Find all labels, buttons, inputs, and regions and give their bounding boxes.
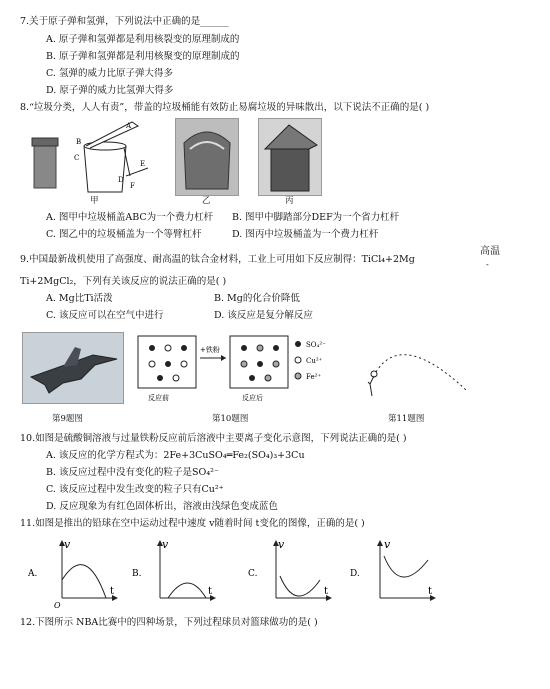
caption-bing: 丙 — [285, 196, 294, 206]
q8-option-a: A. 图甲中垃圾桶盖ABC为一个费力杠杆 — [46, 212, 214, 223]
legend-sulfate: SO₄²⁻ — [306, 341, 326, 349]
label-b: B — [76, 138, 82, 146]
q9-option-b: B. Mg的化合价降低 — [214, 293, 300, 304]
graph-b-t: t — [208, 586, 213, 597]
graph-a-v: v — [64, 538, 71, 551]
q9-condition-mark: - — [486, 260, 489, 269]
caption-fig9: 第9题图 — [52, 414, 83, 424]
trajectory-curve — [376, 355, 466, 390]
photo-bing — [258, 118, 322, 196]
legend-copper: Cu²⁺ — [306, 357, 323, 365]
caption-jia: 甲 — [90, 196, 99, 206]
fig11-trajectory — [362, 334, 474, 402]
graph-d-v: v — [384, 538, 391, 551]
photo-yi-shape — [176, 119, 238, 195]
q8-stem: 8.“垃圾分类，人人有责”，带盖的垃圾桶能有效防止易腐垃圾的异味散出，以下说法不正确的是( ) — [20, 102, 430, 113]
diagram-can-body — [84, 146, 126, 192]
legend-iron: Fe²⁺ — [306, 373, 322, 381]
graph-d-curve — [384, 556, 428, 577]
q10-option-b: B. 该反应过程中没有变化的粒子是SO₄²⁻ — [46, 467, 219, 478]
q8-option-b: B. 图甲中脚踏部分DEF为一个省力杠杆 — [232, 212, 400, 223]
photo-yi — [175, 118, 239, 196]
graph-c-curve — [280, 576, 320, 596]
athlete-figure — [368, 376, 374, 396]
q10-option-c: C. 该反应过程中发生改变的粒子只有Cu²⁺ — [46, 484, 224, 495]
caption-yi: 乙 — [202, 196, 211, 206]
q8-figure-jia — [28, 116, 154, 194]
q9-option-c: C. 该反应可以在空气中进行 — [46, 310, 164, 321]
q10-stem: 10.如图是硫酸铜溶液与过量铁粉反应前后溶液中主要离子变化示意图，下列说法正确的是( ) — [20, 433, 407, 444]
graph-b-curve — [168, 583, 206, 598]
photo-can — [34, 144, 56, 188]
label-c: C — [74, 154, 80, 162]
label-e: E — [140, 160, 146, 168]
graph-d-label: D. — [350, 569, 360, 579]
q12-stem: 12.下图所示 NBA比赛中的四种场景，下列过程球员对篮球做功的是( ) — [20, 617, 318, 628]
q7-option-c: C. 氢弹的威力比原子弹大得多 — [46, 68, 173, 79]
caption-fig11: 第11题图 — [388, 414, 425, 424]
fig9-jet-photo — [22, 332, 124, 404]
label-d: D — [118, 176, 124, 184]
q10-option-a: A. 该反应的化学方程式为：2Fe+3CuSO₄═Fe₂(SO₄)₃+3Cu — [46, 450, 305, 461]
q7-option-a: A. 原子弹和氢弹都是利用核裂变的原理制成的 — [46, 34, 240, 45]
q9-option-a: A. Mg比Ti活泼 — [46, 293, 113, 304]
label-f: F — [130, 182, 135, 190]
graph-c-v: v — [278, 538, 285, 551]
q9-condition: 高温 — [480, 246, 500, 257]
photo-bing-shape — [259, 119, 321, 195]
graph-b-v: v — [162, 538, 169, 551]
graph-a-label: A. — [28, 569, 38, 579]
q8-option-c: C. 图乙中的垃圾桶盖为一个等臂杠杆 — [46, 229, 202, 240]
q9-stem: 9.中国最新战机使用了高强度、耐高温的钛合金材料，工业上可用如下反应制得：TiCl₄+2Mg — [20, 254, 415, 265]
graph-d-t: t — [428, 586, 433, 597]
graph-a-origin: O — [54, 601, 61, 610]
label-after: 反应后 — [242, 394, 263, 402]
graph-c-t: t — [324, 586, 329, 597]
fig10-beakers — [134, 328, 354, 408]
q11-stem: 11.如图是推出的铅球在空中运动过程中速度 v随着时间 t变化的图像，正确的是( ) — [20, 518, 365, 529]
label-before: 反应前 — [148, 394, 169, 402]
graph-a-t: t — [110, 586, 115, 597]
q7-stem: 7.关于原子弹和氢弹，下列说法中正确的是______ — [20, 16, 229, 27]
graph-a-curve — [62, 565, 106, 598]
label-a: A — [126, 122, 132, 130]
q8-option-d: D. 图丙中垃圾桶盖为一个费力杠杆 — [232, 229, 379, 240]
graph-b-label: B. — [132, 569, 142, 579]
q11-graphs — [28, 536, 528, 610]
q9-stem-continued: Ti+2MgCl₂，下列有关该反应的说法正确的是( ) — [20, 276, 227, 287]
jet-shape — [23, 333, 123, 403]
photo-can-lid — [32, 138, 58, 146]
q10-option-d: D. 反应现象为有红色固体析出，溶液由浅绿色变成蓝色 — [46, 501, 278, 512]
graph-c-label: C. — [248, 569, 258, 579]
q7-option-b: B. 原子弹和氢弹都是利用核聚变的原理制成的 — [46, 51, 240, 62]
caption-fig10: 第10题图 — [212, 414, 249, 424]
q9-option-d: D. 该反应是复分解反应 — [214, 310, 313, 321]
label-iron-powder: +铁粉 — [200, 346, 220, 354]
q7-option-d: D. 原子弹的威力比氢弹大得多 — [46, 85, 174, 96]
